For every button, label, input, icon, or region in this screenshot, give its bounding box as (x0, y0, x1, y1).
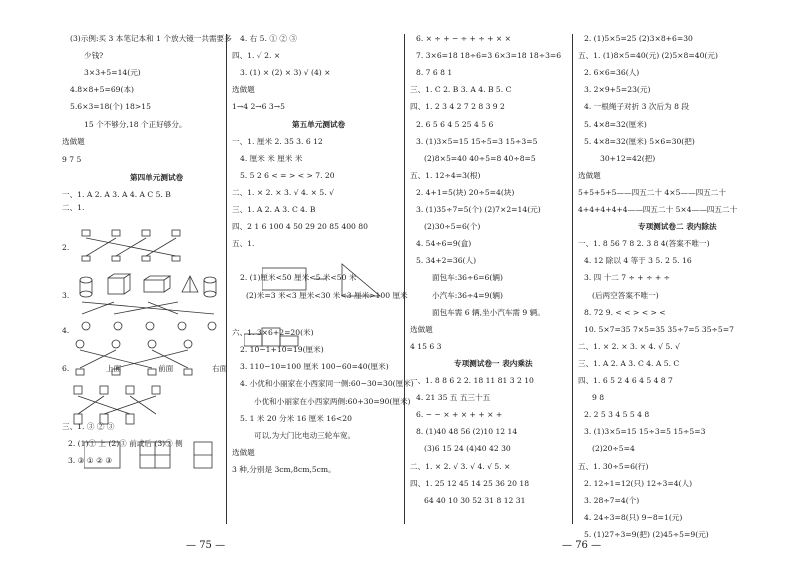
answer-line: 5. 4×8=32(厘米) (584, 119, 647, 129)
answer-line: 选做题 (410, 324, 433, 334)
answer-line: 8. (1)40 48 56 (2)10 12 14 (416, 427, 518, 437)
answer-line: 2. (1)厘米<50 厘米<5 米<50 米 (240, 273, 357, 283)
answer-line: 四、1. ✓ 2. × (232, 51, 281, 61)
answer-line: 2. (1)5×5=25 (2)3×8+6=30 (584, 34, 693, 43)
answer-line: 6. − − × + × + + × + (416, 410, 503, 420)
answer-line: 二、1. × 2. × 3. × 4. √ 5. √ (578, 341, 680, 351)
matching-lines-figure (70, 384, 210, 428)
answer-line: 4.8×8+5=69(本) (70, 85, 135, 95)
answer-line: 5. (1)27÷3=9(把) (2)45÷5=9(元) (584, 529, 709, 539)
answer-line: 10. 5×7=35 7×5=35 35÷7=5 35÷5=7 (584, 324, 734, 334)
answer-line: 3. (1)3×5=15 15÷5=3 15÷3=5 (416, 136, 538, 146)
answer-line: 2. 6 5 6 4 5 25 4 5 6 (416, 119, 494, 129)
answer-line: 3. (62, 290, 70, 300)
answer-line: 一、1. 8 8 6 2 2. 18 11 81 3 2 10 (410, 376, 534, 385)
answer-line: 面包车需 6 辆,坐小汽车需 9 辆。 (432, 307, 545, 317)
answer-line: 上面 (106, 364, 122, 374)
answer-line: 5+5+5+5——四五二十 4×5——四五二十 (578, 187, 726, 197)
answer-line: 可以,为大门比电动三轮车宽。 (254, 430, 356, 440)
answer-line: 六、1. 3×6+2=20(米) (232, 328, 314, 338)
answer-line: 三、1. A 2. A 3. C 4. A 5. C (578, 358, 680, 368)
section-heading: 专项测试卷一 表内乘法 (454, 358, 533, 368)
answer-line: 3. (1)35÷7=5(个) (2)7×2=14(元) (416, 205, 541, 214)
steps-figure (244, 326, 324, 348)
answer-line: 30+12=42(把) (600, 153, 656, 163)
answer-line: 3. 2×9+5=23(元) (584, 85, 651, 95)
answer-line: 4. 小优和小丽家在小西家同一侧:60−30=30(厘米) (240, 379, 414, 389)
answer-line: 二、1. × 2. √ 3. √ 4. √ 5. × (410, 461, 511, 471)
answer-line: 五、1. (232, 239, 255, 249)
section-heading: 专项测试卷二 表内除法 (638, 222, 717, 232)
views-figure (84, 438, 224, 472)
section-heading: 第四单元测试卷 (130, 172, 184, 182)
answer-line: 小优和小丽家在小西家两侧:60+30=90(厘米) (254, 396, 411, 406)
answer-line: 2. 4+1=5(块) 20÷5=4(块) (416, 187, 515, 197)
answer-line: 前面 (158, 364, 174, 374)
answer-line: 五、1. 12÷4=3(根) (410, 170, 481, 180)
answer-line: 5.6×3=18(个) 18>15 (70, 102, 151, 112)
answer-line: 4. 54÷6=9(盒) (416, 239, 472, 249)
answer-line: (后两空答案不唯一) (592, 290, 659, 300)
answer-line: 4 15 6 3 (410, 341, 442, 351)
page-number-right-value: 76 (575, 540, 588, 551)
answer-line: 3. 110−10=100 厘米 100−60=40(厘米) (240, 362, 389, 372)
solids-figure (78, 272, 218, 302)
column-divider (226, 34, 227, 524)
answer-line: 3. (1)3×5=15 15÷3=5 15÷5=3 (584, 427, 706, 437)
answer-line: 五、1. 30÷5=6(行) (578, 461, 649, 471)
answer-line: 2. 10−1+10=19(厘米) (240, 345, 324, 355)
answer-line: 64 40 10 30 52 31 8 12 31 (424, 495, 526, 505)
answer-line: 5. 5 2 6 < = > < > 7. 20 (240, 170, 335, 180)
answer-line: 少钱? (84, 51, 104, 61)
answer-line: 2. 2 5 3 4 5 5 4 8 (584, 410, 650, 420)
page-number-left-value: 75 (199, 540, 212, 551)
answer-line: 4. 24÷3=8(只) 9−8=1(元) (584, 512, 683, 522)
answer-line: 二、1. (62, 203, 85, 213)
answer-line: 6. × ÷ + − ÷ + ÷ + × × (416, 34, 512, 43)
answer-line: (2)20÷5=4 (592, 444, 635, 454)
answer-line: 2. (62, 242, 70, 252)
answer-line: 一、1. A 2. A 3. A 4. A C 5. B (62, 189, 171, 199)
answer-line: 面包车:36÷6=6(辆) (432, 273, 503, 283)
answer-line: 6. (62, 364, 70, 374)
answer-line: 右面 (212, 364, 228, 374)
answer-line: 4. 一根绳子对折 3 次后为 8 段 (584, 102, 689, 112)
page-number-left: — 75 — (186, 540, 226, 551)
answer-line: 一、1. 8 56 7 8 2. 3 8 4(答案不唯一) (578, 239, 710, 249)
answer-line: 一、1. 厘米 2. 35 3. 6 12 (232, 136, 323, 146)
column-divider (572, 34, 573, 524)
answer-line: 3. (1) × (2) × 3) √ (4) × (240, 68, 331, 78)
answer-line: (2)8×5=40 40÷5=8 40÷8=5 (424, 153, 536, 163)
answer-line: 15 个不够分,18 个正好够分。 (84, 119, 187, 129)
answer-line: 四、1. 6 5 2 4 6 4 5 4 8 7 (578, 376, 673, 385)
answer-line: 3×3+5=14(元) (84, 68, 141, 78)
answer-line: 7. 3×6=18 18÷6=3 6×3=18 18÷3=6 (416, 51, 562, 61)
answer-line: 9 7 5 (62, 155, 82, 165)
answer-line: 选做题 (62, 136, 85, 146)
answer-line: 四、2 1 6 100 4 50 29 20 85 400 80 (232, 222, 368, 232)
answer-line: 4. 厘米 米 厘米 米 (240, 153, 303, 163)
answer-line: 选做题 (232, 85, 255, 95)
answer-line: (2)米=3 米<3 厘米<30 米<3 厘米>100 厘米 (246, 290, 408, 300)
answer-line: 选做题 (232, 447, 255, 457)
answer-line: 三、1. C 2. B 3. A 4. B 5. C (410, 85, 512, 95)
answer-line: 5. 4×8=32(厘米) 5×6=30(把) (584, 136, 695, 146)
answer-line: 9 8 (592, 393, 605, 403)
answer-line: 选做题 (578, 170, 601, 180)
answer-line: 五、1. (1)8×5=40(元) (2)5×8=40(元) (578, 51, 718, 61)
answer-line: 2. 12÷1=12(只) 12÷3=4(人) (584, 478, 693, 488)
column-divider (404, 34, 405, 524)
answer-line: 3. 四 十二 7 ÷ + ÷ + ÷ (584, 273, 670, 283)
answer-line: (2)30÷5=6(个) (424, 222, 481, 232)
answer-line: 小汽车:36÷4=9(辆) (432, 290, 503, 300)
answer-line: 4. (62, 326, 70, 336)
answer-line: 4. 21 35 五 五三十五 (416, 393, 491, 403)
objects-figure (72, 338, 222, 378)
matching-lines-figure (78, 228, 208, 262)
page-number-right: — 76 — (562, 540, 602, 551)
answer-line: 4. 右 5. ① ② ③ (240, 34, 297, 43)
answer-line: 3 种,分别是 3cm,8cm,5cm。 (232, 464, 336, 474)
answer-line: 5. 34+2=36(人) (416, 256, 477, 266)
answer-line: 3. 28÷7=4(个) (584, 495, 640, 505)
answer-line: 三、1. ③ ② ③ (62, 422, 115, 432)
answer-line: 8. 7 6 8 1 (416, 68, 453, 78)
answer-line: 8. 72 9. < < > < > < (584, 307, 666, 317)
answer-line: 4. 12 除以 4 等于 3 5. 2 5. 16 (584, 256, 692, 266)
answer-line: (3)6 15 24 (4)40 42 30 (424, 444, 511, 454)
answer-line: (3)示例:买 3 本笔记本和 1 个放大镜一共需要多 (70, 34, 232, 43)
answer-line: 1→4 2→6 3→5 (232, 102, 285, 112)
rectangle-triangle-figure (262, 262, 402, 306)
answer-line: 3. ③ ① ② ③ (68, 456, 113, 466)
matching-lines-figure (78, 300, 218, 334)
answer-line: 四、1. 2 3 4 2 7 2 8 3 9 2 (410, 102, 505, 112)
answer-line: 4+4+4+4+4——四五二十 5×4——四五二十 (578, 205, 738, 214)
answer-line: 2. (1)① 上 (2)③ 前或后 (3)② 侧 (68, 439, 183, 449)
answer-line: 四、1. 25 12 45 14 25 36 20 18 (410, 478, 530, 488)
answer-line: 5. 1 米 20 分米 16 厘米 16<20 (240, 413, 352, 423)
section-heading: 第五单元测试卷 (292, 119, 346, 129)
answer-line: 三、1. A 2. A 3. C 4. B (232, 205, 316, 214)
answer-line: 2. 6×6=36(人) (584, 68, 640, 78)
answer-line: 二、1. × 2. × 3. √ 4. × 5. √ (232, 187, 334, 197)
